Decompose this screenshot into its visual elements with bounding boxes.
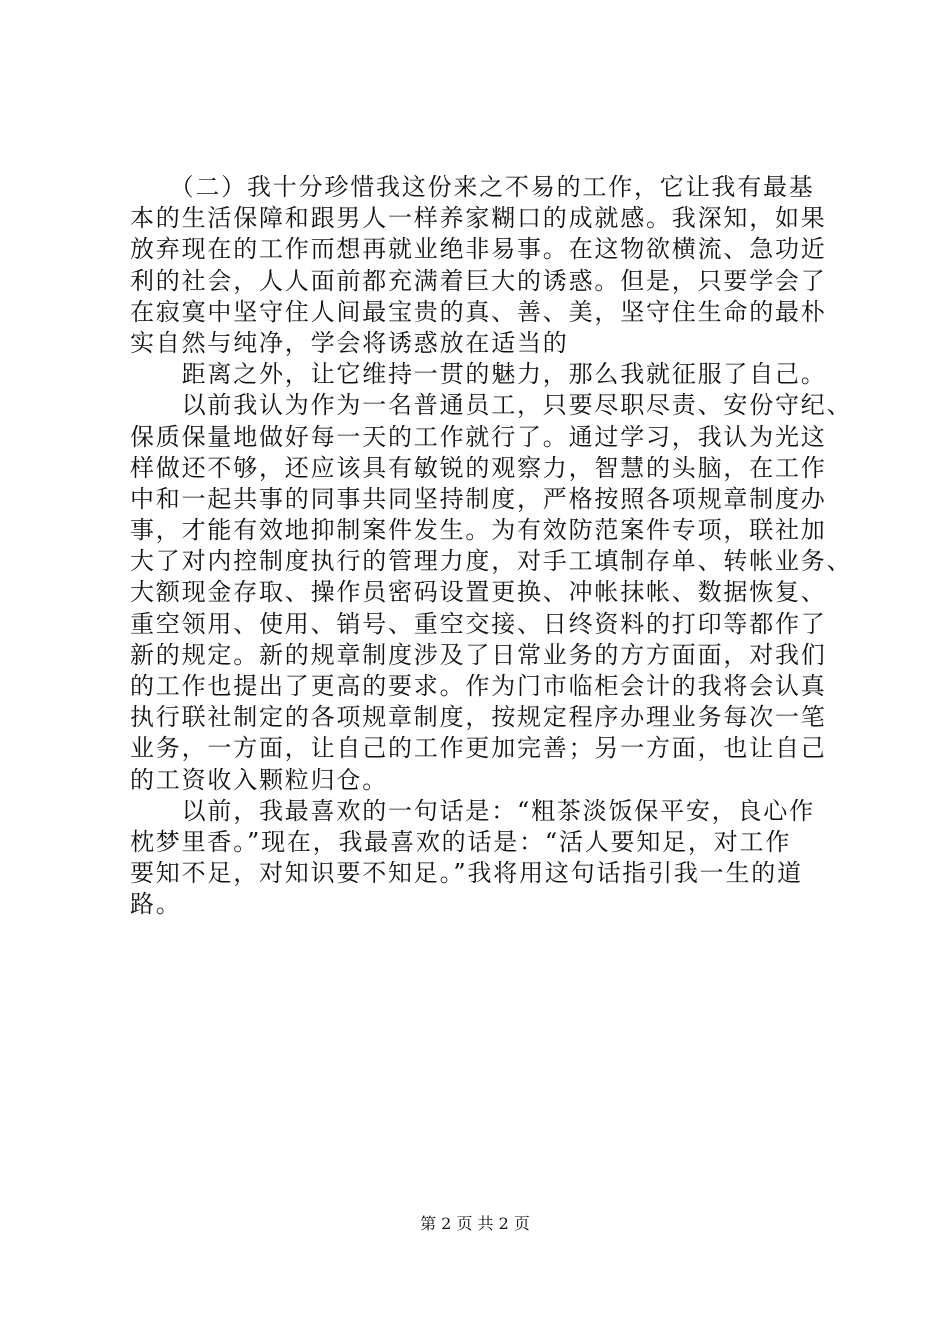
text-line: 要知不足，对知识要不知足。”我将用这句话指引我一生的道 xyxy=(130,859,803,888)
text-line: 在寂寞中坚守住人间最宝贵的真、善、美，坚守住生命的最朴 xyxy=(130,297,827,326)
text-line: 新的规定。新的规章制度涉及了日常业务的方方面面，对我们 xyxy=(130,640,827,669)
text-line: 保质保量地做好每一天的工作就行了。通过学习，我认为光这 xyxy=(130,422,827,451)
text-line: 枕梦里香。”现在，我最喜欢的话是：“活人要知足，对工作 xyxy=(130,827,792,856)
text-line: 的工作也提出了更高的要求。作为门市临柜会计的我将会认真 xyxy=(130,672,827,700)
text-line: 业务，一方面，让自己的工作更加完善；另一方面，也让自己 xyxy=(130,734,827,763)
text-line: 路。 xyxy=(130,890,182,919)
document-body xyxy=(130,172,853,921)
text-line: 放弃现在的工作而想再就业绝非易事。在这物欲横流、急功近 xyxy=(130,235,827,264)
text-line: （二）我十分珍惜我这份来之不易的工作，它让我有最基 xyxy=(130,173,815,201)
text-line: 中和一起共事的同事共同坚持制度，严格按照各项规章制度办 xyxy=(130,484,827,513)
text-line: 本的生活保障和跟男人一样养家糊口的成就感。我深知，如果 xyxy=(130,204,827,233)
text-line: 重空领用、使用、销号、重空交接、日终资料的打印等都作了 xyxy=(130,609,827,638)
text-line: 事，才能有效地抑制案件发生。为有效防范案件专项，联社加 xyxy=(130,516,827,545)
text-line: 利的社会，人人面前都充满着巨大的诱惑。但是，只要学会了 xyxy=(130,266,827,295)
text-line: 的工资收入颗粒归仓。 xyxy=(130,765,388,794)
text-line: 以前我认为作为一名普通员工，只要尽职尽责、安份守纪、 xyxy=(130,391,853,420)
text-line: 样做还不够，还应该具有敏锐的观察力，智慧的头脑，在工作 xyxy=(130,453,827,482)
text-line: 以前，我最喜欢的一句话是：“粗茶淡饭保平安，良心作 xyxy=(130,796,815,825)
text-line: 执行联社制定的各项规章制度，按规定程序办理业务每次一笔 xyxy=(130,703,827,732)
text-line: 大了对内控制度执行的管理力度，对手工填制存单、转帐业务、 xyxy=(130,547,853,576)
page-footer: 第 2 页 共 2 页 xyxy=(420,1214,530,1233)
text-line: 大额现金存取、操作员密码设置更换、冲帐抹帐、数据恢复、 xyxy=(130,578,827,607)
text-line: 距离之外，让它维持一贯的魅力，那么我就征服了自己。 xyxy=(130,360,827,389)
text-line: 实自然与纯净，学会将诱惑放在适当的 xyxy=(130,328,569,357)
